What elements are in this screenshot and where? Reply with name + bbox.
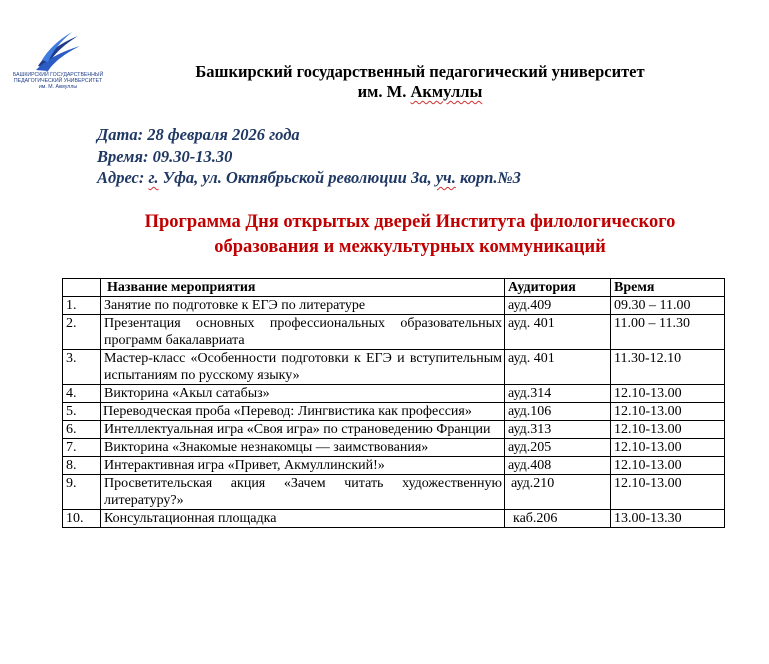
row-time: 12.10-13.00 <box>611 421 725 439</box>
row-num: 2. <box>63 315 101 350</box>
row-time: 12.10-13.00 <box>611 385 725 403</box>
row-room: ауд.106 <box>505 403 611 421</box>
row-room: ауд.409 <box>505 297 611 315</box>
header-name: Название мероприятия <box>101 279 505 297</box>
row-room: ауд.314 <box>505 385 611 403</box>
row-room: каб.206 <box>505 510 611 528</box>
program-title <box>60 210 760 260</box>
row-time: 12.10-13.00 <box>611 475 725 510</box>
row-room: ауд.210 <box>505 475 611 510</box>
event-time: Время: 09.30-13.30 <box>97 146 233 166</box>
university-name-line2: им. М. Акмуллы <box>357 82 483 101</box>
university-logo <box>2 30 114 100</box>
table-row <box>63 421 725 439</box>
row-name: Интерактивная игра «Привет, Акмуллинский!» <box>101 457 505 475</box>
row-name: Викторина «Акыл сатабыз» <box>101 385 505 403</box>
row-room: ауд.313 <box>505 421 611 439</box>
row-time: 11.30-12.10 <box>611 350 725 385</box>
row-room: ауд.408 <box>505 457 611 475</box>
row-time: 12.10-13.00 <box>611 439 725 457</box>
row-name: Презентация основных профессиональных образовательных программ бакалавриата <box>101 315 505 350</box>
event-date: Дата: 28 февраля 2026 года <box>97 125 300 144</box>
header-time: Время <box>611 279 725 297</box>
table-header-row <box>63 279 725 297</box>
table-row <box>63 385 725 403</box>
table-row <box>63 475 725 510</box>
table-row <box>63 350 725 385</box>
table-row <box>63 297 725 315</box>
row-room: ауд.205 <box>505 439 611 457</box>
header-num <box>63 279 101 297</box>
row-num: 7. <box>63 439 101 457</box>
table-row <box>63 403 725 421</box>
university-name-line1: Башкирский государственный педагогический университет <box>195 62 645 81</box>
row-num: 3. <box>63 350 101 385</box>
program-title-line2: образования и межкультурных коммуникаций <box>214 237 606 257</box>
events-table <box>62 278 725 528</box>
event-details <box>97 124 521 189</box>
row-room: ауд. 401 <box>505 315 611 350</box>
program-title-line1: Программа Дня открытых дверей Института филологического <box>144 212 676 232</box>
table-row <box>63 315 725 350</box>
table-row <box>63 457 725 475</box>
row-name: Викторина «Знакомые незнакомцы — заимствования» <box>101 439 505 457</box>
row-num: 4. <box>63 385 101 403</box>
row-name: Переводческая проба «Перевод: Лингвистика как профессия» <box>101 403 505 421</box>
row-num: 5. <box>63 403 101 421</box>
header-room: Аудитория <box>505 279 611 297</box>
row-room: ауд. 401 <box>505 350 611 385</box>
row-num: 10. <box>63 510 101 528</box>
event-address: Адрес: г. Уфа, ул. Октябрьской революции 3а, уч. корп.№3 <box>97 168 521 187</box>
row-time: 12.10-13.00 <box>611 403 725 421</box>
row-time: 13.00-13.30 <box>611 510 725 528</box>
row-time: 09.30 – 11.00 <box>611 297 725 315</box>
row-num: 8. <box>63 457 101 475</box>
row-time: 11.00 – 11.30 <box>611 315 725 350</box>
table-row <box>63 510 725 528</box>
row-time: 12.10-13.00 <box>611 457 725 475</box>
row-num: 1. <box>63 297 101 315</box>
row-name: Занятие по подготовке к ЕГЭ по литературе <box>101 297 505 315</box>
logo-caption: БАШКИРСКИЙ ГОСУДАРСТВЕННЫЙ ПЕДАГОГИЧЕСКИЙ УНИВЕРСИТЕТ им. М. Акмуллы <box>12 72 104 90</box>
row-name: Мастер-класс «Особенности подготовки к ЕГЭ и вступительным испытаниям по русскому языку» <box>101 350 505 385</box>
row-num: 6. <box>63 421 101 439</box>
university-name <box>100 62 740 102</box>
table-row <box>63 439 725 457</box>
row-name: Консультационная площадка <box>101 510 505 528</box>
row-name: Интеллектуальная игра «Своя игра» по страноведению Франции <box>101 421 505 439</box>
row-name: Просветительская акция «Зачем читать художественную литературу?» <box>101 475 505 510</box>
university-wings-logo-icon <box>32 30 82 72</box>
row-num: 9. <box>63 475 101 510</box>
